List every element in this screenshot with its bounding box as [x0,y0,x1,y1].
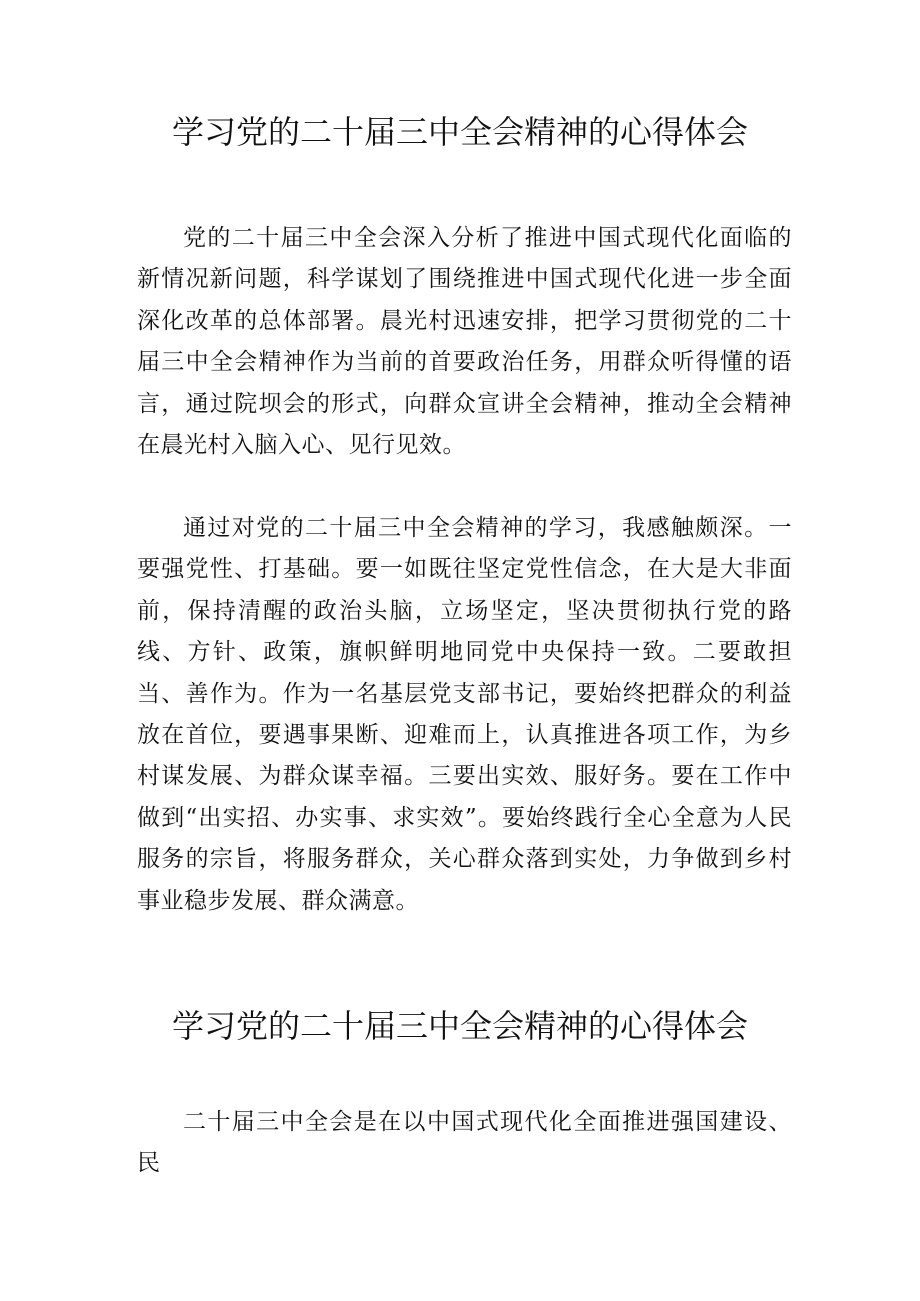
body-paragraph: 二十届三中全会是在以中国式现代化全面推进强国建设、民 [137,1109,792,1177]
document-title: 学习党的二十届三中全会精神的心得体会 [171,1007,748,1045]
body-paragraph: 党的二十届三中全会深入分析了推进中国式现代化面临的新情况新问题，科学谋划了围绕推进中国式现代化进一步全面深化改革的总体部署。晨光村迅速安排，把学习贯彻党的二十届三中全会精神作为当前的首要政治任务，用群众听得懂的语言，通过院坝会的形式，向群众宣讲全会精神，推动全会精神在晨光村入脑入心、见行见效。 [137,225,792,459]
body-paragraph: 通过对党的二十届三中全会精神的学习，我感触颇深。一要强党性、打基础。要一如既往坚定党性信念，在大是大非面前，保持清醒的政治头脑，立场坚定，坚决贯彻执行党的路线、方针、政策，旗帜鲜明地同党中央保持一致。二要敢担当、善作为。作为一名基层党支部书记，要始终把群众的利益放在首位，要遇事果断、迎难而上，认真推进各项工作，为乡村谋发展、为群众谋幸福。三要出实效、服好务。要在工作中做到“出实招、办实事、求实效”。要始终践行全心全意为人民服务的宗旨，将服务群众，关心群众落到实处，力争做到乡村事业稳步发展、群众满意。 [137,515,792,914]
document-title: 学习党的二十届三中全会精神的心得体会 [171,113,748,151]
